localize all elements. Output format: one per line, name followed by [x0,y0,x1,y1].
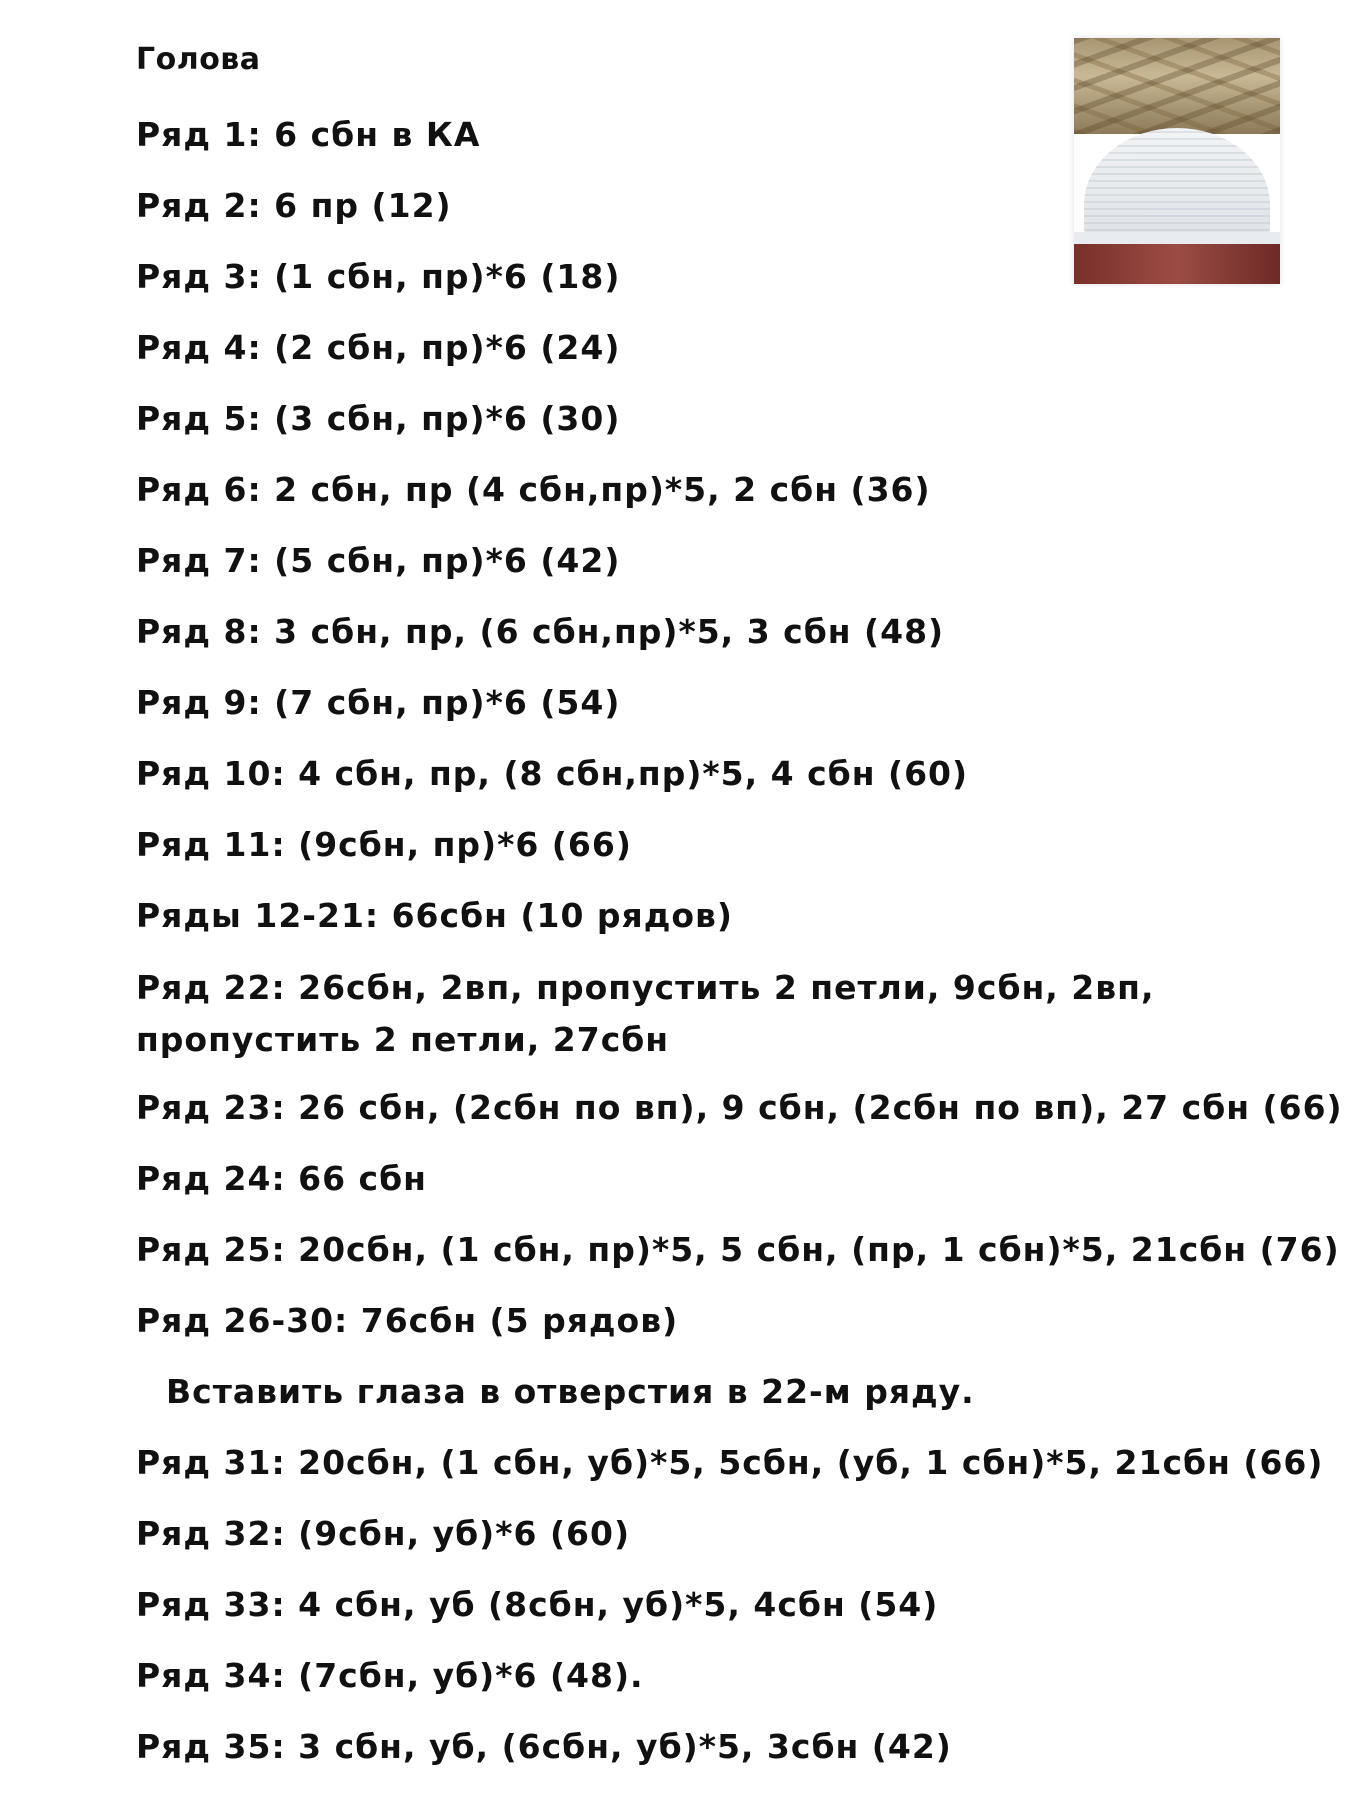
pattern-row: Ряд 35: 3 сбн, уб, (6сбн, уб)*5, 3сбн (42) [136,1727,952,1766]
pattern-row: Ряд 25: 20сбн, (1 сбн, пр)*5, 5 сбн, (пр, 1 сбн)*5, 21сбн (76) [136,1230,1340,1269]
pattern-row: Ряд 26-30: 76сбн (5 рядов) [136,1301,679,1340]
pattern-row: Ряд 22: 26сбн, 2вп, пропустить 2 петли, 9сбн, 2вп, пропустить 2 петли, 27сбн [136,968,1155,1059]
pattern-row: Ряд 2: 6 пр (12) [136,186,452,225]
pattern-row: Ряд 5: (3 сбн, пр)*6 (30) [136,399,621,438]
pattern-row: Ряд 24: 66 сбн [136,1159,427,1198]
crochet-hat [1084,128,1270,238]
basket-texture [1074,38,1280,134]
pattern-row: Ряд 34: (7сбн, уб)*6 (48). [136,1656,644,1695]
pattern-row: Ряд 8: 3 сбн, пр, (6 сбн,пр)*5, 3 сбн (48) [136,612,945,651]
pattern-row: Ряд 7: (5 сбн, пр)*6 (42) [136,541,621,580]
pattern-row: Ряд 32: (9сбн, уб)*6 (60) [136,1514,631,1553]
pattern-row: Ряд 6: 2 сбн, пр (4 сбн,пр)*5, 2 сбн (36) [136,470,931,509]
pattern-row: Ряд 11: (9сбн, пр)*6 (66) [136,825,632,864]
pattern-row: Ряд 10: 4 сбн, пр, (8 сбн,пр)*5, 4 сбн (60) [136,754,969,793]
pattern-row: Ряд 31: 20сбн, (1 сбн, уб)*5, 5сбн, (уб, 1 сбн)*5, 21сбн (66) [136,1443,1324,1482]
pattern-row: Ряд 33: 4 сбн, уб (8сбн, уб)*5, 4сбн (54) [136,1585,939,1624]
pattern-row: Ряд 1: 6 сбн в КА [136,115,481,154]
pattern-row: Ряды 12-21: 66сбн (10 рядов) [136,896,733,935]
pattern-row: Ряд 3: (1 сбн, пр)*6 (18) [136,257,621,296]
pattern-row: Ряд 9: (7 сбн, пр)*6 (54) [136,683,621,722]
hat-photo [1074,38,1280,284]
photo-background [1074,244,1280,284]
instruction-note: Вставить глаза в отверстия в 22-м ряду. [166,1372,975,1411]
section-title: Голова [136,42,261,77]
hat-brim [1074,232,1280,244]
pattern-row: Ряд 23: 26 сбн, (2сбн по вп), 9 сбн, (2сбн по вп), 27 сбн (66) [136,1088,1343,1127]
pattern-row: Ряд 4: (2 сбн, пр)*6 (24) [136,328,621,367]
